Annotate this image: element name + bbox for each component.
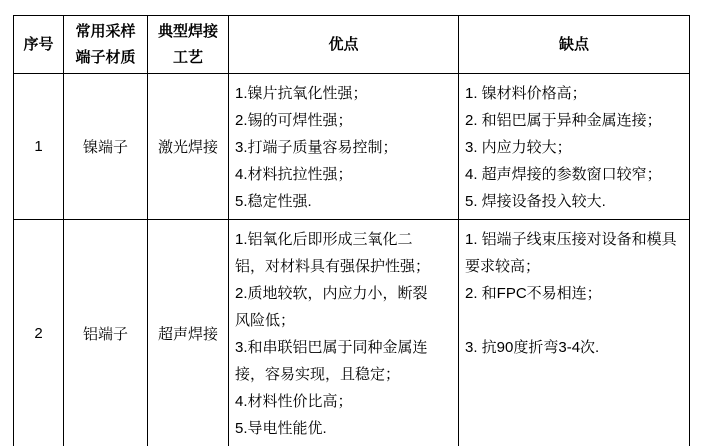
disadvantage-item: 5. 焊接设备投入较大. bbox=[465, 193, 606, 210]
advantage-item: 3.和串联铝巴属于同种金属连接，容易实现，且稳定； bbox=[235, 339, 428, 383]
comparison-table bbox=[13, 15, 690, 446]
disadvantage-item: 2. 和铝巴属于异种金属连接； bbox=[465, 112, 662, 129]
cell-disadvantages bbox=[459, 220, 690, 446]
advantage-item: 3.打端子质量容易控制； bbox=[235, 139, 398, 156]
advantage-item: 5.稳定性强. bbox=[235, 193, 312, 210]
header-row bbox=[14, 16, 690, 74]
advantage-item: 2.质地较软，内应力小，断裂风险低； bbox=[235, 285, 428, 329]
cell-index: 1 bbox=[14, 74, 64, 220]
disadvantage-item: 4. 超声焊接的参数窗口较窄； bbox=[465, 166, 662, 183]
header-label: 序号 bbox=[23, 35, 54, 53]
disadvantage-item: 1. 镍材料价格高； bbox=[465, 85, 587, 102]
cell-material: 铝端子 bbox=[64, 220, 148, 446]
disadvantage-item: 1. 铝端子线束压接对设备和模具要求较高； bbox=[465, 231, 677, 275]
cell-disadvantages bbox=[459, 74, 690, 220]
advantage-item: 1.铝氧化后即形成三氧化二铝，对材料具有强保护性强； bbox=[235, 231, 431, 275]
col-header-index bbox=[14, 16, 64, 74]
col-header-disadvantages bbox=[459, 16, 690, 74]
cell-process: 激光焊接 bbox=[148, 74, 229, 220]
col-header-process bbox=[148, 16, 229, 74]
header-label-line: 工艺 bbox=[172, 48, 203, 66]
cell-process: 超声焊接 bbox=[148, 220, 229, 446]
advantage-item: 4.材料性价比高； bbox=[235, 393, 353, 410]
disadvantage-item: 3. 抗90度折弯3-4次. bbox=[465, 339, 600, 356]
col-header-material bbox=[64, 16, 148, 74]
page bbox=[0, 15, 701, 446]
table-row bbox=[14, 220, 690, 446]
header-label-line: 端子材质 bbox=[75, 48, 136, 66]
cell-index: 2 bbox=[14, 220, 64, 446]
disadvantage-item-spacer bbox=[465, 307, 683, 334]
table-row bbox=[14, 74, 690, 220]
disadvantage-item: 3. 内应力较大； bbox=[465, 139, 572, 156]
advantage-item: 2.锡的可焊性强； bbox=[235, 112, 353, 129]
advantage-item: 1.镍片抗氧化性强； bbox=[235, 85, 368, 102]
cell-material: 镍端子 bbox=[64, 74, 148, 220]
advantage-item: 4.材料抗拉性强； bbox=[235, 166, 353, 183]
cell-advantages bbox=[229, 220, 459, 446]
disadvantage-item: 2. 和FPC不易相连； bbox=[465, 285, 602, 302]
header-label: 缺点 bbox=[558, 35, 589, 53]
header-label-line: 典型焊接 bbox=[157, 22, 218, 40]
header-label: 优点 bbox=[328, 35, 359, 53]
cell-advantages bbox=[229, 74, 459, 220]
header-label-line: 常用采样 bbox=[75, 22, 136, 40]
advantage-item: 5.导电性能优. bbox=[235, 420, 327, 437]
col-header-advantages bbox=[229, 16, 459, 74]
